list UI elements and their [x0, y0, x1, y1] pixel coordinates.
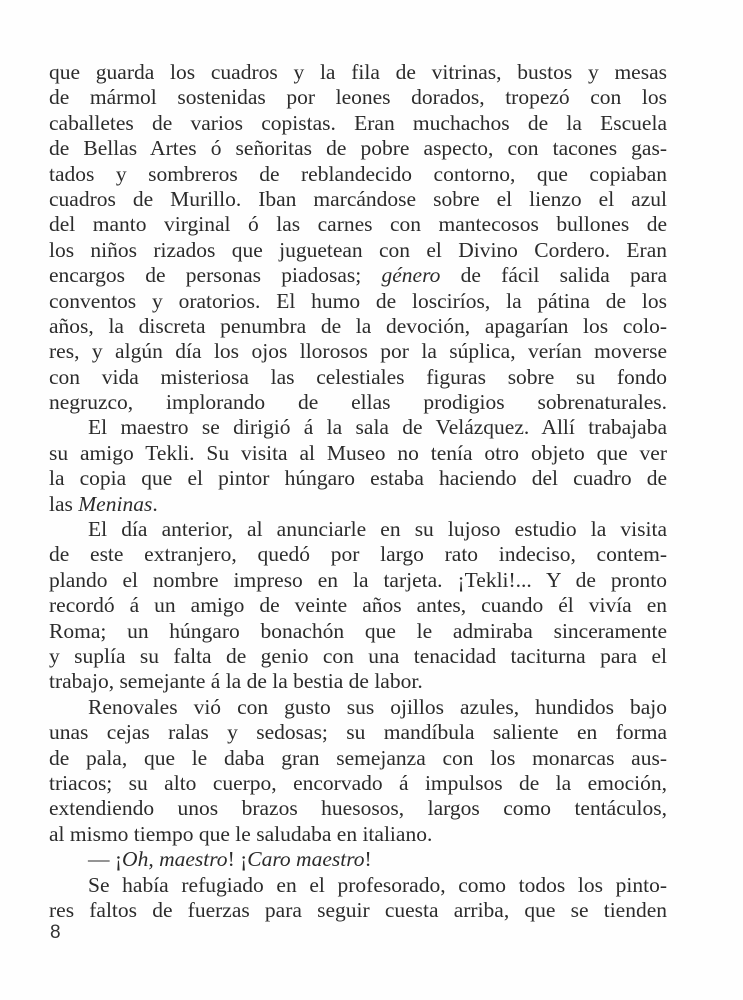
text-segment: de Bellas Artes ó señoritas de pobre aspecto, con tacones gas- [49, 136, 667, 161]
text-segment: Renovales vió con gusto sus ojillos azules, hundidos bajo [88, 694, 667, 719]
text-segment: su amigo Tekli. Su visita al Museo no tenía otro objeto que ver [49, 440, 667, 465]
body-text [49, 60, 667, 923]
text-line [49, 212, 667, 237]
text-line [49, 339, 667, 364]
text-line [49, 746, 667, 771]
text-segment: los niños rizados que juguetean con el Divino Cordero. Eran [49, 237, 667, 262]
text-line [49, 263, 667, 288]
text-segment: recordó á un amigo de veinte años antes, cuando él vivía en [49, 593, 667, 618]
text-line [49, 441, 667, 466]
text-segment: tados y sombreros de reblandecido contorno, que copiaban [49, 161, 667, 186]
italic-text: Caro maestro [247, 847, 365, 872]
text-segment: triacos; su alto cuerpo, encorvado á impulsos de la emoción, [49, 770, 667, 795]
text-segment: Roma; un húngaro bonachón que le admiraba sinceramente [49, 618, 667, 643]
text-line [49, 796, 667, 821]
text-line [49, 847, 667, 872]
text-segment: al mismo tiempo que le saludaba en italiano. [49, 821, 433, 846]
text-line [49, 390, 667, 415]
text-segment: que guarda los cuadros y la fila de vitrinas, bustos y mesas [49, 60, 667, 84]
text-line [49, 162, 667, 187]
text-segment: unas cejas ralas y sedosas; su mandíbula saliente en forma [49, 720, 667, 745]
text-segment: caballetes de varios copistas. Eran muchachos de la Escuela [49, 110, 667, 135]
text-line [49, 898, 667, 923]
text-segment: encargos de personas piadosas; [49, 263, 382, 288]
text-segment: plando el nombre impreso en la tarjeta. ¡Tekli!... Y de pronto [49, 567, 667, 592]
text-line [49, 136, 667, 161]
text-segment: — ¡ [88, 847, 123, 872]
text-line [49, 720, 667, 745]
text-segment: de mármol sostenidas por leones dorados, tropezó con los [49, 85, 667, 110]
text-segment: las [49, 491, 79, 516]
text-segment: El maestro se dirigió á la sala de Velázquez. Allí trabajaba [88, 415, 667, 440]
text-segment: trabajo, semejante á la de la bestia de labor. [49, 669, 423, 694]
text-line [49, 822, 667, 847]
text-line [49, 695, 667, 720]
text-segment: con vida misteriosa las celestiales figuras sobre su fondo [49, 364, 667, 389]
text-segment: cuadros de Murillo. Iban marcándose sobre el lienzo el azul [49, 186, 667, 211]
text-segment: res, y algún día los ojos llorosos por la súplica, verían moverse [49, 339, 667, 364]
italic-text: Meninas [78, 491, 153, 516]
text-segment: conventos y oratorios. El humo de losciríos, la pátina de los [49, 288, 667, 313]
text-segment: extendiendo unos brazos huesosos, largos como tentáculos, [49, 796, 667, 821]
text-line [49, 771, 667, 796]
text-line [49, 492, 667, 517]
text-line [49, 60, 667, 85]
text-line [49, 85, 667, 110]
text-segment: ! ¡ [227, 847, 248, 872]
text-line [49, 542, 667, 567]
text-line [49, 517, 667, 542]
text-line [49, 289, 667, 314]
text-line [49, 238, 667, 263]
text-line [49, 187, 667, 212]
text-line [49, 568, 667, 593]
text-segment: de pala, que le daba gran semejanza con los monarcas aus- [49, 745, 667, 770]
text-segment: del manto virginal ó las carnes con mantecosos bullones de [49, 212, 667, 237]
text-segment: negruzco, implorando de ellas prodigios sobrenaturales. [49, 390, 667, 415]
text-segment: ! [364, 847, 372, 872]
text-line [49, 644, 667, 669]
text-line [49, 873, 667, 898]
text-segment: El día anterior, al anunciarle en su lujoso estudio la visita [88, 517, 667, 542]
italic-text: Oh, maestro [122, 847, 228, 872]
text-segment: res faltos de fuerzas para seguir cuesta arriba, que se tienden [49, 897, 667, 922]
italic-text: género [381, 263, 441, 288]
text-segment: Se había refugiado en el profesorado, como todos los pinto- [88, 872, 667, 897]
text-line [49, 415, 667, 440]
text-line [49, 669, 667, 694]
text-line [49, 314, 667, 339]
text-line [49, 619, 667, 644]
text-line [49, 365, 667, 390]
text-segment: . [152, 491, 158, 516]
text-segment: de fácil salida para [440, 263, 667, 288]
text-line [49, 593, 667, 618]
text-line [49, 111, 667, 136]
text-segment: años, la discreta penumbra de la devoción, apagarían los colo- [49, 313, 667, 338]
text-line [49, 466, 667, 491]
text-segment: la copia que el pintor húngaro estaba haciendo del cuadro de [49, 466, 667, 491]
page-number: 8 [50, 922, 61, 943]
text-segment: de este extranjero, quedó por largo rato indeciso, contem- [49, 542, 667, 567]
text-segment: y suplía su falta de genio con una tenacidad taciturna para el [49, 643, 667, 668]
